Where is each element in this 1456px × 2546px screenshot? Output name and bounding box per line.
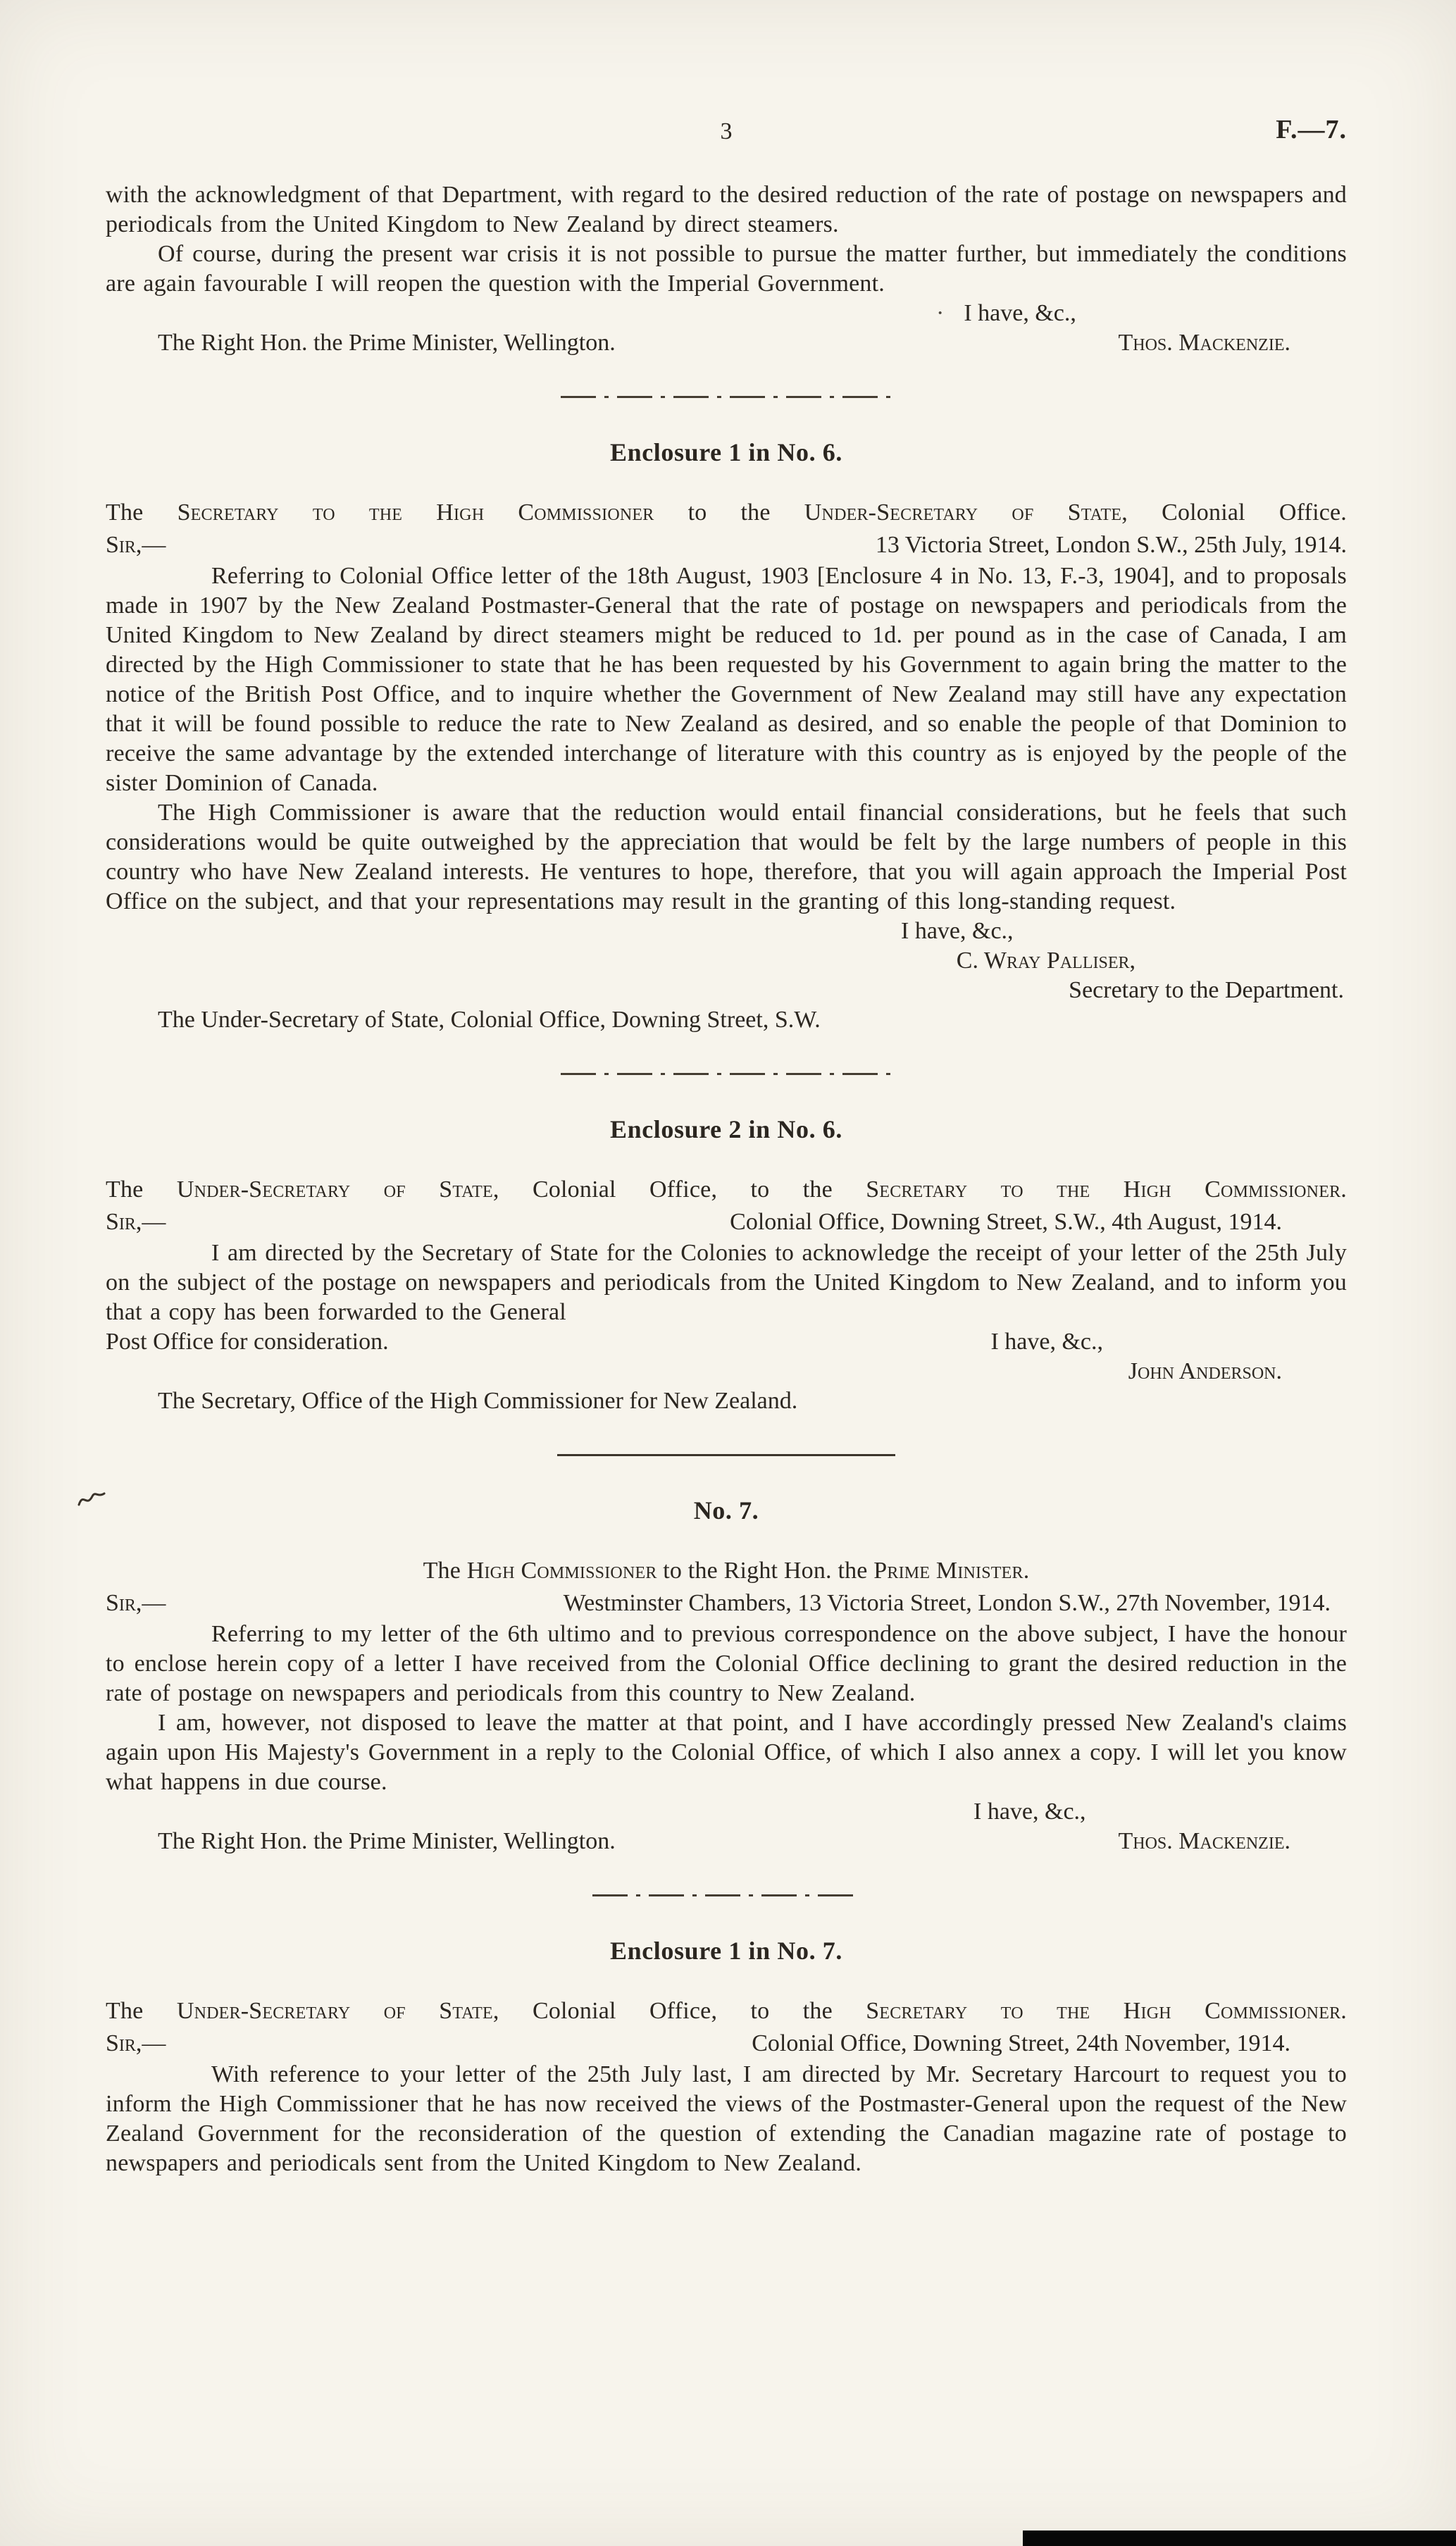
heading-text-part: The: [106, 499, 178, 526]
signoff-row: [106, 328, 1347, 358]
valediction-row: [106, 299, 1347, 328]
heading-text-part: , Colonial Office, to the: [492, 1998, 866, 2024]
signature: Thos. Mackenzie.: [1118, 1828, 1290, 1854]
heading-text-part: Under-Secretary of State: [176, 1176, 493, 1203]
section-enclosure-2-in-no6: [106, 1114, 1347, 1416]
signature-role: Secretary to the Department.: [1069, 977, 1344, 1003]
letter-address: Colonial Office, Downing Street, S.W., 4th August, 1914.: [730, 1209, 1282, 1235]
signature: John Anderson.: [1128, 1358, 1282, 1384]
section-title: No. 7.: [693, 1496, 759, 1525]
signature: Thos. Mackenzie.: [1118, 330, 1290, 356]
ink-mark: [76, 1488, 108, 1512]
signature: C. Wray Palliser,: [956, 948, 1135, 974]
addressee: The Right Hon. the Prime Minister, Wellington.: [158, 1828, 616, 1854]
paragraph: The High Commissioner is aware that the reduction would entail financial considerations, but he feels that such considerations would be quite outweighed by the appreciation that would be felt by the large numbers of people in this country who have New Zealand interests. He ventures to hope, therefore, that you will again approach the Imperial Post Office on the subject, and that your representations may result in the granting of this long-standing request.: [106, 800, 1347, 914]
section-divider: [592, 1894, 860, 1896]
heading-text-part: The: [106, 1998, 177, 2024]
scan-edge-bar: [1023, 2531, 1456, 2546]
addressee: The Under-Secretary of State, Colonial Office, Downing Street, S.W.: [158, 1007, 821, 1033]
heading-text-part: .: [1023, 1558, 1030, 1584]
valediction: I have, &c.,: [973, 1799, 1086, 1825]
heading-text-part: to the Right Hon. the: [657, 1558, 874, 1584]
salutation: Sir,—: [106, 532, 166, 558]
section-title: Enclosure 1 in No. 6.: [610, 438, 842, 466]
section-no7: [106, 1496, 1347, 1856]
page-number: 3: [720, 118, 733, 144]
paragraph-last-line-row: [106, 1327, 1347, 1357]
letter-heading: [106, 497, 1347, 529]
heading-text-part: , Colonial Office, to the: [492, 1176, 866, 1203]
salutation: Sir,—: [106, 1590, 166, 1616]
heading-text-part: to the: [654, 499, 804, 526]
salutation-row: [106, 2028, 1347, 2060]
section-divider: [557, 1454, 895, 1456]
valediction-row: [106, 917, 1347, 946]
signoff-row: [106, 1827, 1347, 1856]
section-enclosure-1-in-no6: [106, 437, 1347, 1035]
letter-heading: [106, 1174, 1347, 1206]
section-title: Enclosure 2 in No. 6.: [610, 1115, 842, 1143]
letter-no6-continuation: [106, 180, 1347, 358]
valediction: I have, &c.,: [901, 918, 1014, 944]
heading-text-part: High Commissioner: [466, 1558, 657, 1584]
stray-ink-dot: ·: [936, 300, 945, 326]
heading-text-part: Secretary to the High Commissioner: [177, 499, 654, 526]
salutation: Sir,—: [106, 1209, 166, 1235]
letter-heading: [106, 1555, 1347, 1587]
salutation: Sir,—: [106, 2030, 166, 2056]
valediction: I have, &c.,: [990, 1329, 1103, 1355]
heading-text-part: Secretary to the High Commissioner: [866, 1176, 1341, 1203]
valediction-row: [106, 1797, 1347, 1827]
section-divider: [561, 396, 892, 398]
section-divider: [561, 1073, 892, 1075]
paragraph: Referring to my letter of the 6th ultimo and to previous correspondence on the above subject, I have the honour to enclose herein copy of a letter I have received from the Colonial Office declining to grant the desired reduction in the rate of postage on newspapers and periodicals from this country to New Zealand.: [106, 1621, 1347, 1706]
letter-heading: [106, 1995, 1347, 2028]
section-enclosure-1-in-no7: [106, 1936, 1347, 2178]
addressee: The Secretary, Office of the High Commissioner for New Zealand.: [158, 1388, 798, 1414]
paragraph-fragment: Post Office for consideration.: [106, 1329, 389, 1355]
paragraph: I am directed by the Secretary of State for the Colonies to acknowledge the receipt of your letter of the 25th July on the subject of the postage on newspapers and periodicals from the United Kingdom to New Zealand, and to inform you that a copy has been forwarded to the General: [106, 1240, 1347, 1325]
heading-text-part: The: [106, 1176, 177, 1203]
heading-text-part: Under-Secretary of State: [176, 1998, 493, 2024]
heading-text-part: .: [1340, 1998, 1347, 2024]
letter-address: Westminster Chambers, 13 Victoria Street, London S.W., 27th November, 1914.: [563, 1590, 1331, 1616]
page-header: [106, 115, 1347, 151]
addressee: The Right Hon. the Prime Minister, Wellington.: [158, 330, 616, 356]
heading-text-part: Under-Secretary of State: [804, 499, 1122, 526]
paragraph: Referring to Colonial Office letter of the 18th August, 1903 [Enclosure 4 in No. 13, F.-3, 1904], and to proposals made in 1907 by the New Zealand Postmaster-General that the rate of postage on newspapers and periodicals from the United Kingdom to New Zealand by direct steamers might be reduced to 1d. per pound as in the case of Canada, I am directed by the High Commissioner to state that he has been requested by his Government to again bring the matter to the notice of the British Post Office, and to inquire whether the Government of New Zealand may still have any expectation that it will be found possible to reduce the rate to New Zealand as desired, and so enable the people of that Dominion to receive the same advantage by the extended interchange of literature with this country as is enjoyed by the people of the sister Dominion of Canada.: [106, 563, 1347, 796]
paragraph-continued: with the acknowledgment of that Department, with regard to the desired reduction of the rate of postage on newspapers and periodicals from the United Kingdom to New Zealand by direct steamers.: [106, 182, 1347, 237]
paragraph: With reference to your letter of the 25th July last, I am directed by Mr. Secretary Harcourt to request you to inform the High Commissioner that he has now received the views of the Postmaster-General upon the request of the New Zealand Government for the reconsideration of the question of extending the Canadian magazine rate of postage to newspapers and periodicals sent from the United Kingdom to New Zealand.: [106, 2061, 1347, 2176]
document-reference: F.—7.: [1276, 115, 1347, 144]
heading-text-part: Prime Minister: [873, 1558, 1023, 1584]
heading-text-part: The: [423, 1558, 467, 1584]
section-title: Enclosure 1 in No. 7.: [610, 1937, 842, 1965]
letter-address: Colonial Office, Downing Street, 24th November, 1914.: [752, 2030, 1290, 2056]
salutation-row: [106, 529, 1347, 561]
heading-text-part: .: [1340, 1176, 1347, 1203]
heading-text-part: , Colonial Office.: [1121, 499, 1347, 526]
paragraph: I am, however, not disposed to leave the matter at that point, and I have accordingly pressed New Zealand's claims again upon His Majesty's Government in a reply to the Colonial Office, of which I also annex a copy. I will let you know what happens in due course.: [106, 1710, 1347, 1795]
salutation-row: [106, 1587, 1347, 1620]
letter-address: 13 Victoria Street, London S.W., 25th July, 1914.: [875, 532, 1347, 558]
salutation-row: [106, 1206, 1347, 1238]
paragraph: Of course, during the present war crisis it is not possible to pursue the matter further, but immediately the conditions are again favourable I will reopen the question with the Imperial Government.: [106, 241, 1347, 297]
heading-text-part: Secretary to the High Commissioner: [866, 1998, 1341, 2024]
valediction: I have, &c.,: [964, 300, 1076, 326]
